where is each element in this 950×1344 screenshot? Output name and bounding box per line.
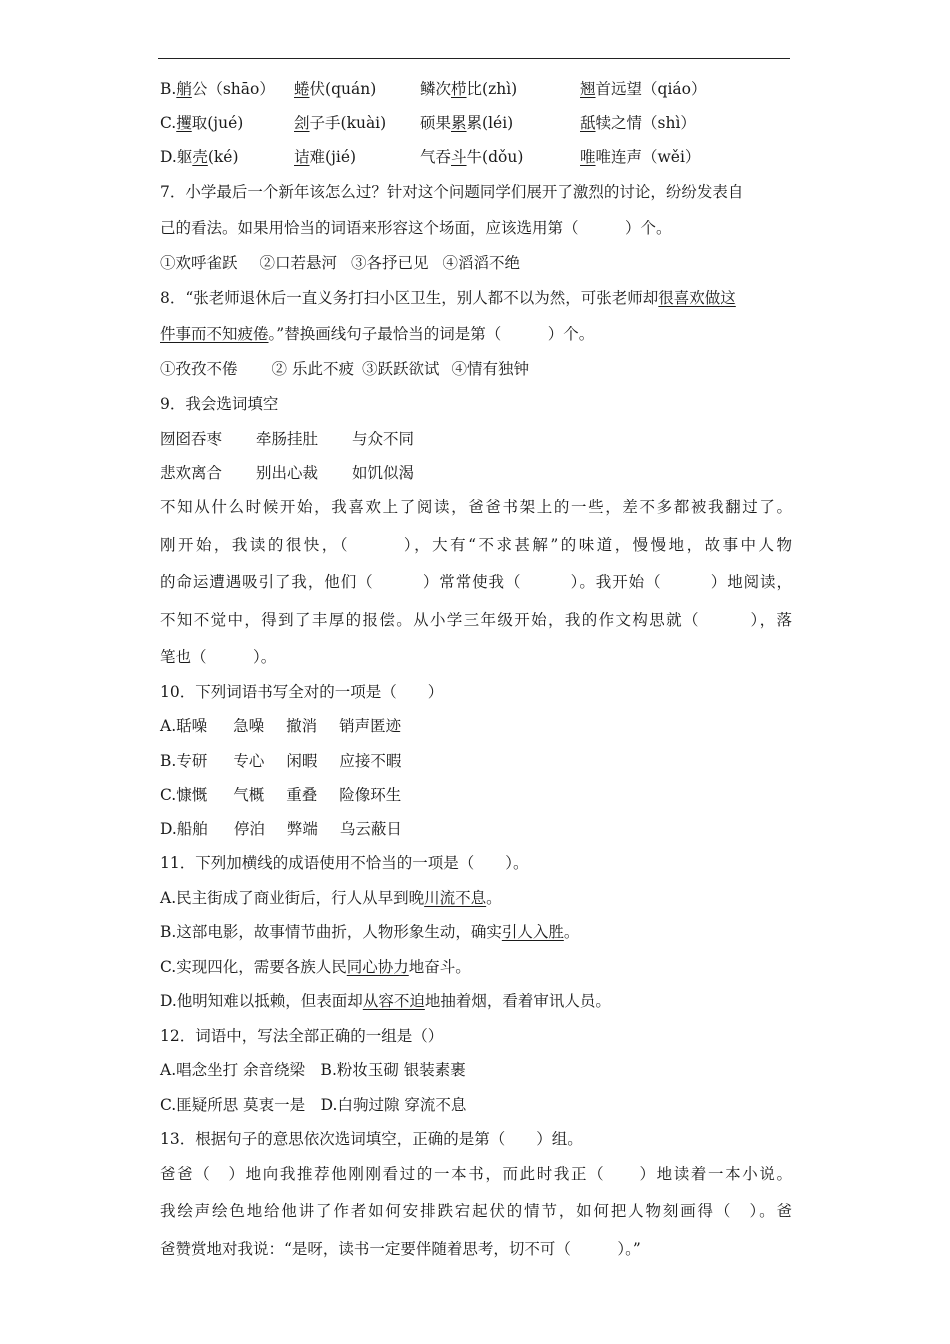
underlined-char: 蜷	[294, 80, 310, 98]
q6-option-b-item	[580, 78, 780, 100]
q10-title: 10．下列词语书写全对的一项是（ ）	[160, 683, 444, 701]
underlined-char: 诘	[294, 148, 310, 166]
q7-line-2: 己的看法。如果用恰当的词语来形容这个场面，应该选用第（ ）个。	[160, 219, 672, 237]
q7-option: ①欢呼雀跃	[160, 254, 238, 272]
q9-word: 囫囵吞枣	[160, 430, 223, 448]
q9-word-row-2	[160, 462, 792, 484]
q9-word: 悲欢离合	[160, 464, 223, 482]
q11-underlined-idiom: 川流不息	[424, 889, 487, 907]
option-text: 牛(dǒu)	[466, 148, 524, 166]
option-text: D.躯	[160, 148, 193, 166]
option-text: 伏(quán)	[309, 80, 377, 98]
q13-paragraph-line: 爸赞赏地对我说：“是呀，读书一定要伴随着思考，切不可（ ）。”	[160, 1240, 641, 1258]
underlined-char: 斗	[451, 148, 467, 166]
q10-word: 专心	[233, 752, 265, 770]
q6-option-d-item	[580, 146, 780, 168]
header-rule	[158, 58, 790, 59]
q10-option-a	[160, 715, 792, 737]
q7-line-1: 7．小学最后一个新年该怎么过？针对这个问题同学们展开了激烈的讨论，纷纷发表自	[160, 183, 744, 201]
option-text: 难(jié)	[309, 148, 357, 166]
q9-paragraph-line: 不知从什么时候开始，我喜欢上了阅读，爸爸书架上的一些，差不多都被我翻过了。	[160, 498, 792, 516]
q11-text: D.他明知难以抵赖，但表面却	[160, 992, 363, 1010]
q6-option-c	[160, 112, 792, 134]
q10-option-d	[160, 818, 792, 840]
q7-option: ②口若悬河	[259, 254, 338, 272]
option-text: 气吞	[420, 148, 452, 166]
q10-word: C.慷慨	[160, 786, 208, 804]
option-text: 公（shāo）	[191, 80, 275, 98]
q6-option-d-item	[294, 146, 420, 168]
underlined-char: 累	[451, 114, 467, 132]
q10-option-b	[160, 750, 792, 772]
q11-option-b	[160, 921, 792, 943]
q11-text: 。	[563, 923, 580, 941]
q11-text: C.实现四化，需要各族人民	[160, 958, 347, 976]
q11-option-d	[160, 990, 792, 1012]
q10-word: 重叠	[286, 786, 318, 804]
q9-paragraph-line: 不知不觉中，得到了丰厚的报偿。从小学三年级开始，我的作文构思就（ ），落	[160, 611, 792, 629]
q10-word: 乌云蔽日	[339, 820, 402, 838]
underlined-char: 刽	[294, 114, 310, 132]
q10-option-c	[160, 784, 792, 806]
q12-options-line-1: A.唱念坐打 余音绕梁 B.粉妆玉砌 银装素裹	[160, 1061, 466, 1079]
underlined-char: 舐	[580, 114, 596, 132]
option-text: C.	[160, 114, 177, 132]
underlined-char: 翘	[580, 80, 596, 98]
q10-word: 闲暇	[286, 752, 318, 770]
q6-option-b-item	[294, 78, 420, 100]
q8-option: ③跃跃欲试	[361, 360, 440, 378]
q11-option-c	[160, 956, 792, 978]
q10-word: 气概	[233, 786, 265, 804]
q7-option: ③各抒已见	[351, 254, 429, 272]
q13-paragraph-line: 爸爸（ ）地向我推荐他刚刚看过的一本书，而此时我正（ ）地读着一本小说。	[160, 1165, 792, 1183]
q6-option-c-item	[420, 112, 580, 134]
q9-word: 别出心裁	[256, 464, 319, 482]
q11-underlined-idiom: 引人入胜	[501, 923, 564, 941]
q10-word: 险像环生	[339, 786, 402, 804]
q6-option-d-item	[420, 146, 580, 168]
q9-paragraph-line: 笔也（ ）。	[160, 648, 277, 666]
q11-option-a	[160, 887, 792, 909]
q10-word: D.船舶	[160, 820, 208, 838]
q11-text: B.这部电影，故事情节曲折，人物形象生动，确实	[160, 923, 502, 941]
q11-underlined-idiom: 同心协力	[346, 958, 409, 976]
underlined-char: 攫	[176, 114, 192, 132]
option-text: 犊之情（shì）	[595, 114, 696, 132]
q8-line-2	[160, 323, 792, 345]
q8-underlined-text: 件事而不知疲倦	[160, 325, 269, 343]
q10-word: 销声匿迹	[339, 717, 402, 735]
q6-option-b	[160, 78, 792, 100]
option-text: 累(léi)	[466, 114, 514, 132]
q11-text: 。	[486, 889, 502, 907]
q7-option: ④滔滔不绝	[442, 254, 521, 272]
q9-word: 如饥似渴	[352, 464, 415, 482]
underlined-char: 唯	[580, 148, 596, 166]
q6-option-c-item	[580, 112, 780, 134]
q11-text: 地奋斗。	[408, 958, 471, 976]
option-text: 子手(kuài)	[309, 114, 387, 132]
q8-option: ④情有独钟	[451, 360, 529, 378]
underlined-char: 壳	[192, 148, 208, 166]
option-text: (ké)	[207, 148, 239, 166]
q6-option-b-item	[160, 78, 294, 100]
option-text: 取(jué)	[191, 114, 244, 132]
q10-word: 撤消	[286, 717, 318, 735]
q11-underlined-idiom: 从容不迫	[362, 992, 425, 1010]
q11-title: 11．下列加横线的成语使用不恰当的一项是（ ）。	[160, 854, 529, 872]
underlined-char: 艄	[176, 80, 192, 98]
q13-paragraph-line: 我绘声绘色地给他讲了作者如何安排跌宕起伏的情节，如何把人物刻画得（ ）。爸	[160, 1202, 792, 1220]
q10-word: 应接不暇	[339, 752, 402, 770]
option-text: B.	[160, 80, 177, 98]
q8-underlined-text: 很喜欢做这	[658, 289, 736, 307]
q6-option-c-item	[160, 112, 294, 134]
underlined-char: 栉	[451, 80, 467, 98]
q10-word: 停泊	[233, 820, 265, 838]
q11-text: A.民主街成了商业街后，行人从早到晚	[160, 889, 425, 907]
q6-option-d-item	[160, 146, 294, 168]
q9-word: 牵肠挂肚	[256, 430, 319, 448]
q13-title: 13．根据句子的意思依次选词填空，正确的是第（ ）组。	[160, 1130, 583, 1148]
q6-option-c-item	[294, 112, 420, 134]
option-text: 鳞次	[420, 80, 452, 98]
q8-text: 。”替换画线句子最恰当的词是第（ ）个。	[268, 325, 595, 343]
q6-option-d	[160, 146, 792, 168]
q10-word: 弊端	[286, 820, 318, 838]
option-text: 比(zhì)	[466, 80, 518, 98]
option-text: 硕果	[420, 114, 452, 132]
q9-title: 9．我会选词填空	[160, 395, 279, 413]
q9-word: 与众不同	[352, 430, 415, 448]
option-text: 首远望（qiáo）	[595, 80, 707, 98]
q10-word: B.专研	[160, 752, 208, 770]
q9-word-row-1	[160, 428, 792, 450]
q12-options-line-2: C.匪疑所思 莫衷一是 D.白驹过隙 穿流不息	[160, 1096, 467, 1114]
q9-paragraph-line: 的命运遭遇吸引了我，他们（ ）常常使我（ ）。我开始（ ）地阅读，	[160, 573, 792, 591]
q12-title: 12．词语中，写法全部正确的一组是（）	[160, 1027, 444, 1045]
q9-paragraph-line: 刚开始，我读的很快，（ ），大有“不求甚解”的味道，慢慢地，故事中人物	[160, 536, 792, 554]
q7-options	[160, 252, 792, 274]
q8-option: ② 乐此不疲	[271, 360, 354, 378]
q8-text: 8．“张老师退休后一直义务打扫小区卫生，别人都不以为然，可张老师却	[160, 289, 659, 307]
q8-option: ①孜孜不倦	[160, 360, 238, 378]
q10-word: 急噪	[233, 717, 265, 735]
q8-options	[160, 358, 792, 380]
q8-line-1	[160, 287, 792, 309]
q6-option-b-item	[420, 78, 580, 100]
q11-text: 地抽着烟，看着审讯人员。	[424, 992, 611, 1010]
q10-word: A.聒噪	[160, 717, 208, 735]
option-text: 唯连声（wěi）	[595, 148, 701, 166]
